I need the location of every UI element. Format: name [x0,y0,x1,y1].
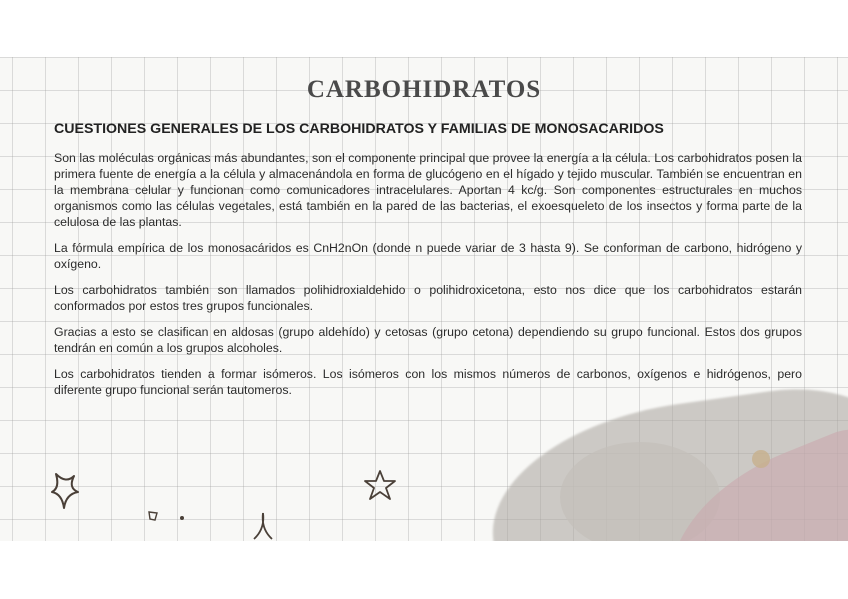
star-icon [362,468,398,502]
sparkle-icon [46,470,82,512]
sparkle-small-icon [146,509,160,523]
section-heading: CUESTIONES GENERALES DE LOS CARBOHIDRATOS Y FAMILIAS DE MONOSACARIDOS [54,121,664,137]
paragraph-classification: Gracias a esto se clasifican en aldosas (grupo aldehído) y cetosas (grupo cetona) dependiendo su grupo funcional. Estos dos grupos tendrán en común a los grupos alcoholes. [54,325,802,355]
document-body [54,150,802,408]
paragraph-functional-groups: Los carbohidratos también son llamados polihidroxialdehido o polihidroxicetona, esto nos dice que los carbohidratos estarán conformados por estos tres grupos funcionales. [54,283,802,313]
paint-dot [752,450,770,468]
dot-icon [178,514,186,522]
page-title: CARBOHIDRATOS [306,76,542,103]
paragraph-formula: La fórmula empírica de los monosacáridos es CnH2nOn (donde n puede variar de 3 hasta 9). Se conforman de carbono, hidrógeno y oxígeno. [54,241,802,271]
paragraph-intro: Son las moléculas orgánicas más abundantes, son el componente principal que provee la energía a la célula. Los carbohidratos posen la primera fuente de energía a la célula y almacenándola en forma de glucógeno en el hígado y tejido muscular. También se encuentran en la membrana celular y funcionan como comunicadores intracelulares. Aportan 4 kc/g. Son componentes estructurales en muchos organismos como las células vegetales, está también en la pared de las bacterias, el exoesqueleto de los insectos y forma parte de la celulosa de las plantas. [54,151,802,229]
paragraph-isomers: Los carbohidratos tienden a formar isómeros. Los isómeros con los mismos números de carbonos, oxígenos e hidrógenos, pero diferente grupo funcional serán tautomeros. [54,367,802,397]
sparkle-partial-icon [250,511,276,541]
